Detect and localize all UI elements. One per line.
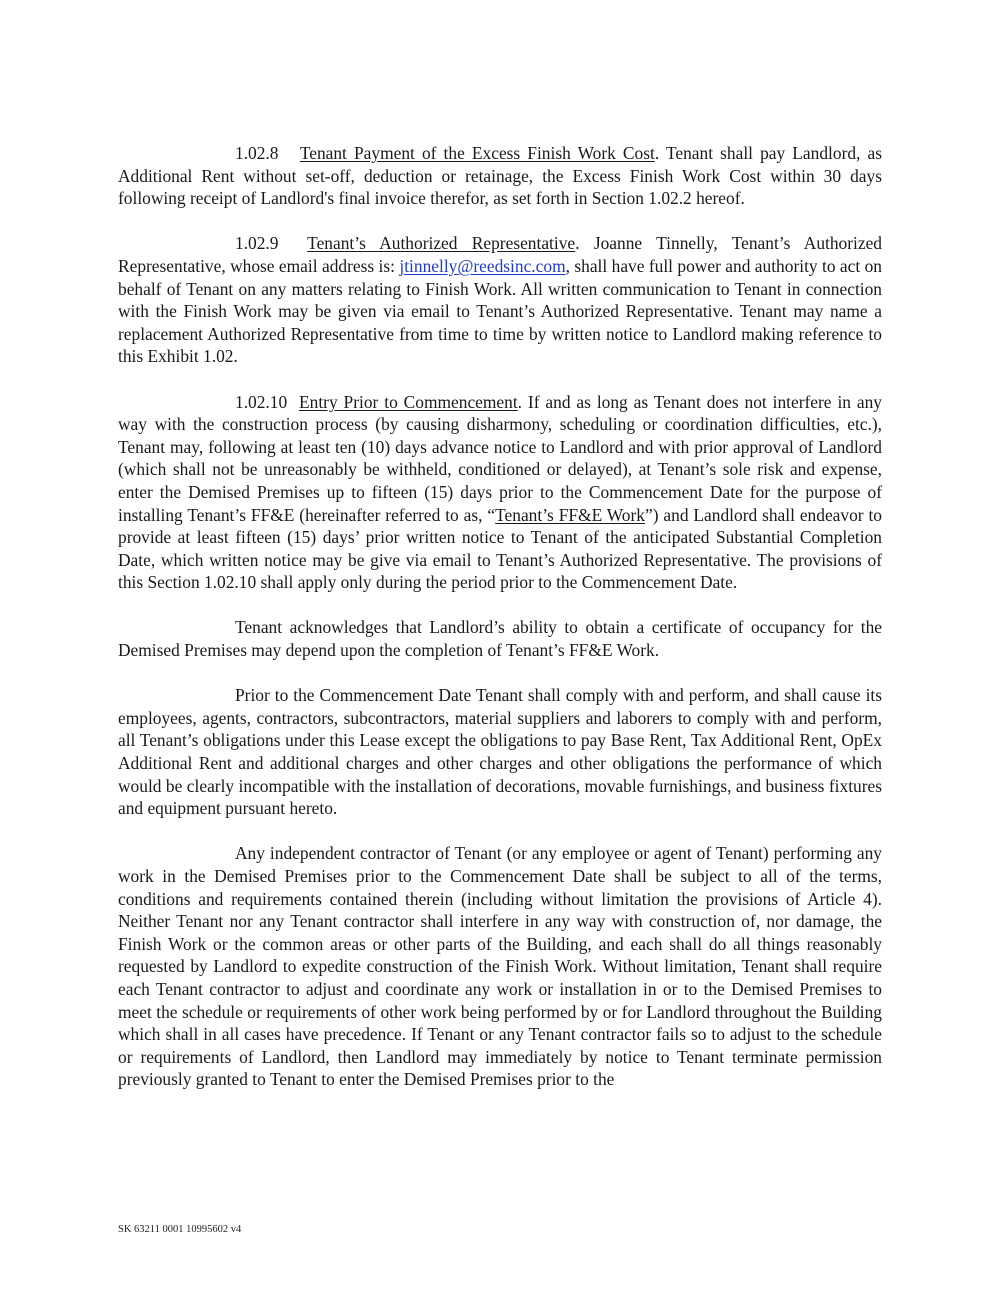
section-text: . Joanne Tinnelly, Tenant’s Authorized Representative, whose email address is: — [118, 233, 882, 276]
section-1-02-8 — [118, 142, 882, 210]
section-heading: Tenant’s Authorized Representative — [307, 233, 576, 254]
paragraph-compliance: Prior to the Commencement Date Tenant shall comply with and perform, and shall cause its employees, agents, contractors, subcontractors, material suppliers and laborers to comply with and perform, all Tenant’s obligations under this Lease except the obligations to pay Base Rent, Tax Additional Rent, OpEx Additional Rent and additional charges and other charges and other obligations the performance of which would be clearly incompatible with the installation of decorations, movable furnishings, and business fixtures and equipment pursuant hereto. — [118, 685, 882, 819]
email-link[interactable]: jtinnelly@reedsinc.com — [399, 255, 566, 276]
document-body — [118, 142, 882, 1114]
section-heading: Entry Prior to Commencement — [299, 391, 518, 412]
section-text: . Tenant shall pay Landlord, as Additional Rent without set-off, deduction or retainage, the Excess Finish Work Cost within 30 days following receipt of Landlord's final invoice therefor, as set forth in Section 1.02.2 hereof. — [118, 143, 882, 209]
section-heading: Tenant Payment of the Excess Finish Work Cost — [299, 143, 655, 163]
paragraph-occupancy: Tenant acknowledges that Landlord’s ability to obtain a certificate of occupancy for the Demised Premises may depend upon the completion of Tenant’s FF&E Work. — [118, 617, 882, 661]
section-number: 1.02.9 — [235, 233, 279, 254]
section-number: 1.02.8 — [235, 143, 279, 163]
section-1-02-10 — [118, 391, 882, 594]
section-1-02-9 — [118, 232, 882, 368]
section-text-continued: , shall have full power and authority to act on behalf of Tenant on any matters relating to Finish Work. All written communication to Tenant in connection with the Finish Work may be given via email to Tenant’s Authorized Representative. Tenant may name a replacement Authorized Representative from time to time by written notice to Landlord making reference to this Exhibit 1.02. — [118, 255, 883, 367]
defined-term: Tenant’s FF&E Work — [495, 504, 645, 525]
section-text: . If and as long as Tenant does not interfere in any way with the construction process (by causing disharmony, scheduling or coordination difficulties, etc.), Tenant may, following at least ten (10) days advance notice to Landlord and with prior approval of Landlord (which shall not be unreasonably be withheld, conditioned or delayed), at Tenant’s sole risk and expense, enter the Demised Premises up to fifteen (15) days prior to the Commencement Date for the purpose of installing Tenant’s FF&E (hereinafter referred to as, “ — [118, 391, 882, 525]
paragraph-contractors: Any independent contractor of Tenant (or any employee or agent of Tenant) performing any work in the Demised Premises prior to the Commencement Date shall be subject to all of the terms, conditions and requirements contained therein (including without limitation the provisions of Article 4). Neither Tenant nor any Tenant contractor shall interfere in any way with construction of, nor damage, the Finish Work or the common areas or other parts of the Building, and each shall do all things reasonably requested by Landlord to expedite construction of the Finish Work. Without limitation, Tenant shall require each Tenant contractor to adjust and coordinate any work or installation in or to the Demised Premises to meet the schedule or requirements of other work being performed by or for Landlord throughout the Building which shall in all cases have precedence. If Tenant or any Tenant contractor fails so to adjust to the schedule or requirements of Landlord, then Landlord may immediately by notice to Tenant terminate permission previously granted to Tenant to enter the Demised Premises prior to the — [118, 843, 882, 1090]
section-text-continued: ”) and Landlord shall endeavor to provide at least fifteen (15) days’ prior written notice to Tenant of the anticipated Substantial Completion Date, which written notice may be give via email to Tenant’s Authorized Representative. The provisions of this Section 1.02.10 shall apply only during the period prior to the Commencement Date. — [118, 504, 883, 593]
section-number: 1.02.10 — [235, 391, 288, 412]
footer-doc-id: SK 63211 0001 10995602 v4 — [118, 1224, 242, 1235]
